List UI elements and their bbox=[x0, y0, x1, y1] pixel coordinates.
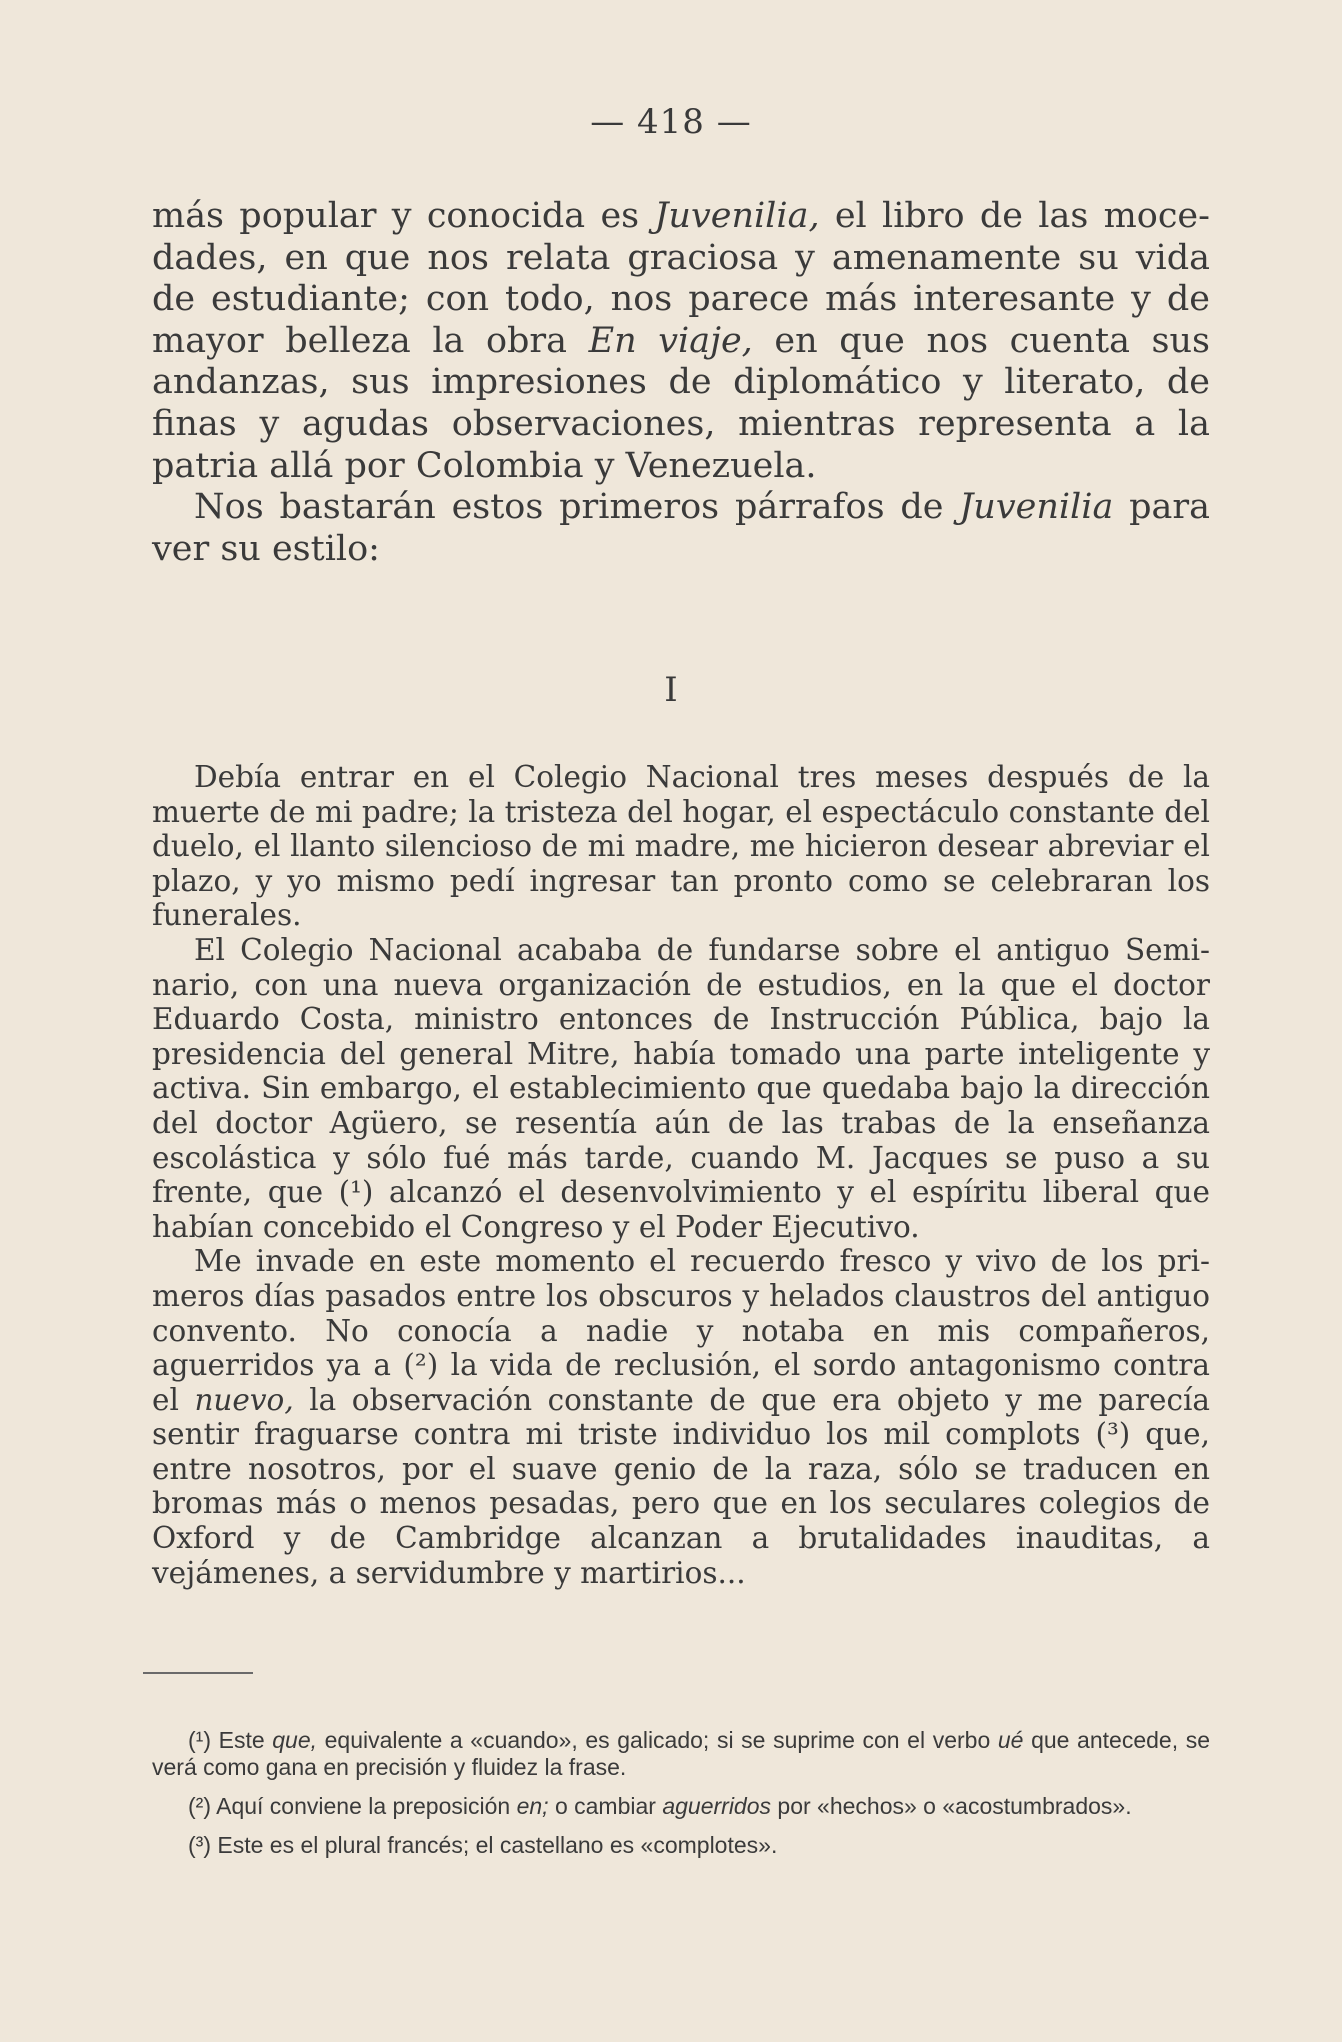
intro-paragraph-2 bbox=[152, 487, 1210, 570]
italic-word: que, bbox=[272, 1727, 318, 1753]
footnote-2 bbox=[152, 1793, 1210, 1820]
text-span: alcanzó el desenvolvimiento y el espíritu liberal que habían concebido el Congreso y el Poder Ejecutivo. bbox=[152, 1175, 1210, 1244]
text-span: Me invade en este momento el recuerdo fresco y vivo de los primeros días pasados entre los obscuros y helados claustros del antiguo convento. No conocía a nadie y notaba en mis compañeros, aguerridos ya a bbox=[152, 1244, 1210, 1383]
quote-paragraph-2 bbox=[152, 933, 1210, 1244]
page-number: — 418 — bbox=[590, 102, 752, 142]
text-span: el libro de las mocedades, en que nos relata graciosa y amenamente su vida de estudiante; con todo, nos parece más interesante y de mayor belleza la obra bbox=[152, 196, 1210, 361]
footnote-mark: (³) bbox=[188, 1832, 211, 1858]
quote-paragraph-3 bbox=[152, 1244, 1210, 1590]
footnote-reference: (²) bbox=[403, 1348, 439, 1383]
footnote-mark: (²) bbox=[188, 1793, 211, 1819]
italic-word: nuevo, bbox=[194, 1382, 294, 1417]
italic-title: Juvenilia, bbox=[654, 196, 820, 236]
section-number: I bbox=[664, 670, 678, 710]
text-span: o cambiar bbox=[548, 1793, 663, 1819]
text-span: equivalente a «cuando», es galicado; si se suprime con el verbo bbox=[317, 1727, 998, 1753]
italic-title: Juvenilia bbox=[959, 487, 1114, 528]
footnote-1 bbox=[152, 1727, 1210, 1781]
italic-word: ué bbox=[997, 1727, 1024, 1753]
text-span: en que nos cuenta sus andanzas, sus impresiones de diplomático y literato, de finas y agudas observaciones, mientras representa a la patria allá por Colombia y Venezuela. bbox=[152, 320, 1210, 486]
text-span: la observación constante de que era objeto y me parecía sentir fraguarse contra mi triste individuo los mil complots bbox=[152, 1382, 1210, 1452]
footnote-mark: (¹) bbox=[188, 1727, 211, 1753]
italic-word: en; bbox=[516, 1793, 549, 1819]
text-span: más popular y conocida es bbox=[152, 196, 655, 236]
text-span: Este es el plural francés; el castellano es «complotes». bbox=[210, 1832, 778, 1858]
footnote-reference: (³) bbox=[1095, 1417, 1131, 1452]
text-span: por «hechos» o «acostumbrados». bbox=[771, 1793, 1132, 1819]
quoted-text bbox=[152, 760, 1210, 1590]
text-span: que, entre nosotros, por el suave genio de la raza, sólo se traducen en bromas más o menos pesadas, pero que en los seculares colegios de Oxford y de Cambridge alcanzan a brutalidades inauditas, a vejámenes, a servidumbre y martirios... bbox=[152, 1417, 1210, 1590]
italic-title: En viaje, bbox=[588, 320, 753, 361]
text-span: la vida de reclusión, el sordo antagonismo contra el bbox=[152, 1348, 1210, 1417]
text-span: que antecede, se verá como gana en precisión y fluidez la frase. bbox=[152, 1727, 1210, 1780]
intro-text bbox=[152, 196, 1210, 570]
italic-word: aguerridos bbox=[662, 1793, 772, 1819]
footnote-reference: (¹) bbox=[338, 1175, 374, 1210]
quote-paragraph-1: Debía entrar en el Colegio Nacional tres meses después de la muerte de mi padre; la tristeza del hogar, el espectáculo constante del duelo, el llanto silencioso de mi madre, me hicieron desear abreviar el plazo, y yo mismo pedí ingresar tan pronto como se celebraran los funerales. bbox=[152, 760, 1210, 933]
text-span: Nos bastarán estos primeros párrafos de bbox=[194, 487, 960, 528]
footnote-3 bbox=[152, 1832, 1210, 1859]
intro-paragraph-1 bbox=[152, 196, 1210, 487]
text-span: El Colegio Nacional acababa de fundarse sobre el antiguo Seminario, con una nueva organización de estudios, en la que el doctor Eduardo Costa, ministro entonces de Instrucción Pública, bajo la presidencia del general Mitre, había tomado una parte inteligente y activa. Sin embargo, el establecimiento que quedaba bajo la dirección del doctor Agüero, se resentía aún de las trabas de la enseñanza escolástica y sólo fué más tarde, cuando M. Jacques se puso a su frente, que bbox=[152, 932, 1210, 1210]
text-span: Aquí conviene la preposición bbox=[210, 1793, 517, 1819]
text-span: para ver su estilo: bbox=[152, 487, 1211, 569]
footnotes bbox=[152, 1727, 1210, 1871]
footnote-divider bbox=[143, 1672, 253, 1674]
text-span: Este bbox=[210, 1727, 273, 1753]
